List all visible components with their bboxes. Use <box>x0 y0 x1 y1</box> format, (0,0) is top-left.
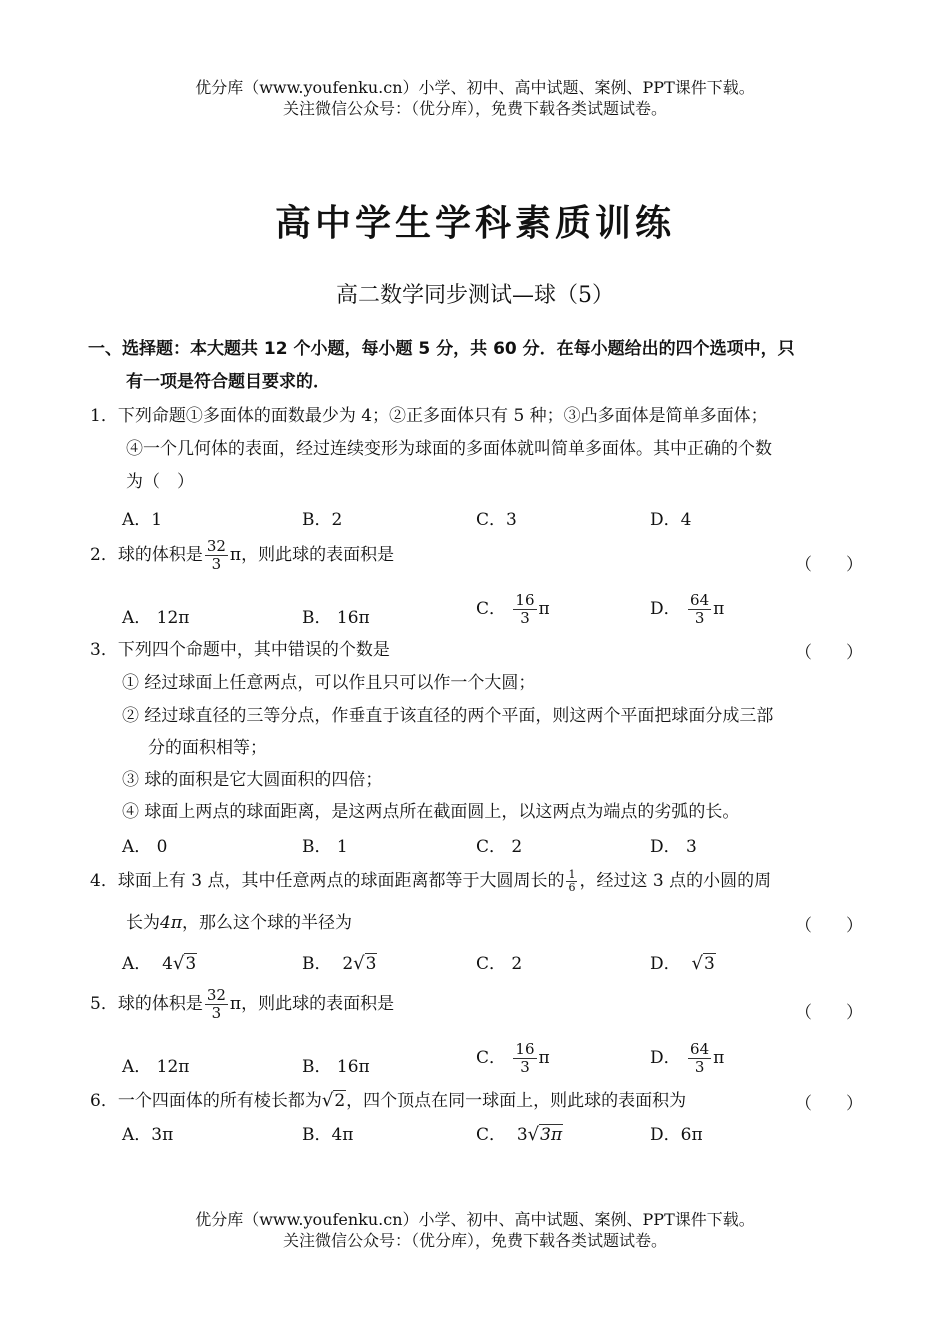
q1-stem-line-3: 为（ ） <box>126 472 194 492</box>
q3-statement-2b: 分的面积相等； <box>148 738 267 758</box>
q1-stem-line-2: ④一个几何体的表面，经过连续变形为球面的多面体就叫简单多面体。其中正确的个数 <box>126 439 772 459</box>
q6-option-a: A．3π <box>122 1125 174 1145</box>
q3-option-c: C． 2 <box>476 837 523 857</box>
q5-option-b: B． 16π <box>302 1057 370 1077</box>
q3-statement-4: ④ 球面上两点的球面距离，是这两点所在截面圆上，以这两点为端点的劣弧的长。 <box>122 802 740 822</box>
section-heading-line-1: 一、选择题：本大题共 12 个小题，每小题 5 分，共 60 分．在每小题给出的四个选项中，只 <box>88 339 795 359</box>
q1-option-b: B．2 <box>302 510 343 530</box>
footer-line-2: 关注微信公众号：（优分库），免费下载各类试题试卷。 <box>282 1231 667 1250</box>
q1-stem-line-1: 1．下列命题①多面体的面数最少为 4；②正多面体只有 5 种；③凸多面体是简单多面体； <box>90 406 768 426</box>
q1-option-a: A．1 <box>122 510 163 530</box>
q3-option-d: D． 3 <box>650 837 697 857</box>
q2-option-a: A． 12π <box>122 608 190 628</box>
q5-stem: 5．球的体积是 $\frac{32}{3}$ π，则此球的表面积是 <box>90 986 395 1022</box>
q2-option-c: C． $\frac{16}{3}$ π <box>476 591 550 627</box>
q6-option-c: C． 3√3π <box>476 1124 563 1145</box>
q4-option-d: D． √3 <box>650 953 715 974</box>
page-footer <box>0 1209 950 1251</box>
q6-stem: 6．一个四面体的所有棱长都为√2，四个顶点在同一球面上，则此球的表面积为 <box>90 1090 687 1111</box>
q1-option-d: D．4 <box>650 510 692 530</box>
section-heading-line-2: 有一项是符合题目要求的． <box>126 372 330 392</box>
q4-option-b: B． 2√3 <box>302 953 377 974</box>
q3-answer-paren: （ ） <box>795 643 863 663</box>
q6-answer-paren: （ ） <box>795 1094 863 1114</box>
q2-option-d: D． $\frac{64}{3}$ π <box>650 591 725 627</box>
q2-answer-paren: （ ） <box>795 555 863 575</box>
q3-statement-3: ③ 球的面积是它大圆面积的四倍； <box>122 770 383 790</box>
header-line-1: 优分库（www.youfenku.cn）小学、初中、高中试题、案例、PPT课件下载。 <box>195 78 755 97</box>
q5-fraction: $\frac{32}{3}$ <box>206 986 226 1022</box>
page-subtitle: 高二数学同步测试—球（5） <box>336 283 614 308</box>
q3-statement-1: ① 经过球面上任意两点，可以作且只可以作一个大圆； <box>122 673 536 693</box>
q2-fraction: $\frac{32}{3}$ <box>206 537 226 573</box>
q3-stem: 3．下列四个命题中，其中错误的个数是 <box>90 640 390 660</box>
header-line-2: 关注微信公众号：（优分库），免费下载各类试题试卷。 <box>282 99 667 118</box>
q5-option-a: A． 12π <box>122 1057 190 1077</box>
q5-option-d: D． $\frac{64}{3}$ π <box>650 1040 725 1076</box>
footer-line-1: 优分库（www.youfenku.cn）小学、初中、高中试题、案例、PPT课件下载。 <box>195 1210 755 1229</box>
q2-stem: 2．球的体积是 $\frac{32}{3}$ π，则此球的表面积是 <box>90 537 395 573</box>
q4-fraction: $\frac{1}{6}$ <box>568 868 576 894</box>
page-title: 高中学生学科素质训练 <box>274 203 675 244</box>
q1-option-c: C．3 <box>476 510 517 530</box>
q4-option-a: A． 4√3 <box>122 953 197 974</box>
q3-option-b: B． 1 <box>302 837 348 857</box>
q6-option-d: D．6π <box>650 1125 703 1145</box>
q5-answer-paren: （ ） <box>795 1003 863 1023</box>
q4-stem-line-1: 4．球面上有 3 点，其中任意两点的球面距离都等于大圆周长的 $\frac{1}{6}$ ，经过这 3 点的小圆的周 <box>90 868 772 894</box>
q4-answer-paren: （ ） <box>795 916 863 936</box>
q4-stem-line-2: 长为4π，那么这个球的半径为 <box>126 913 352 933</box>
q5-option-c: C． $\frac{16}{3}$ π <box>476 1040 550 1076</box>
q3-option-a: A． 0 <box>122 837 168 857</box>
page-header <box>0 77 950 119</box>
q2-option-b: B． 16π <box>302 608 370 628</box>
q4-option-c: C． 2 <box>476 954 523 974</box>
q6-option-b: B．4π <box>302 1125 354 1145</box>
q3-statement-2a: ② 经过球直径的三等分点，作垂直于该直径的两个平面，则这两个平面把球面分成三部 <box>122 706 774 726</box>
